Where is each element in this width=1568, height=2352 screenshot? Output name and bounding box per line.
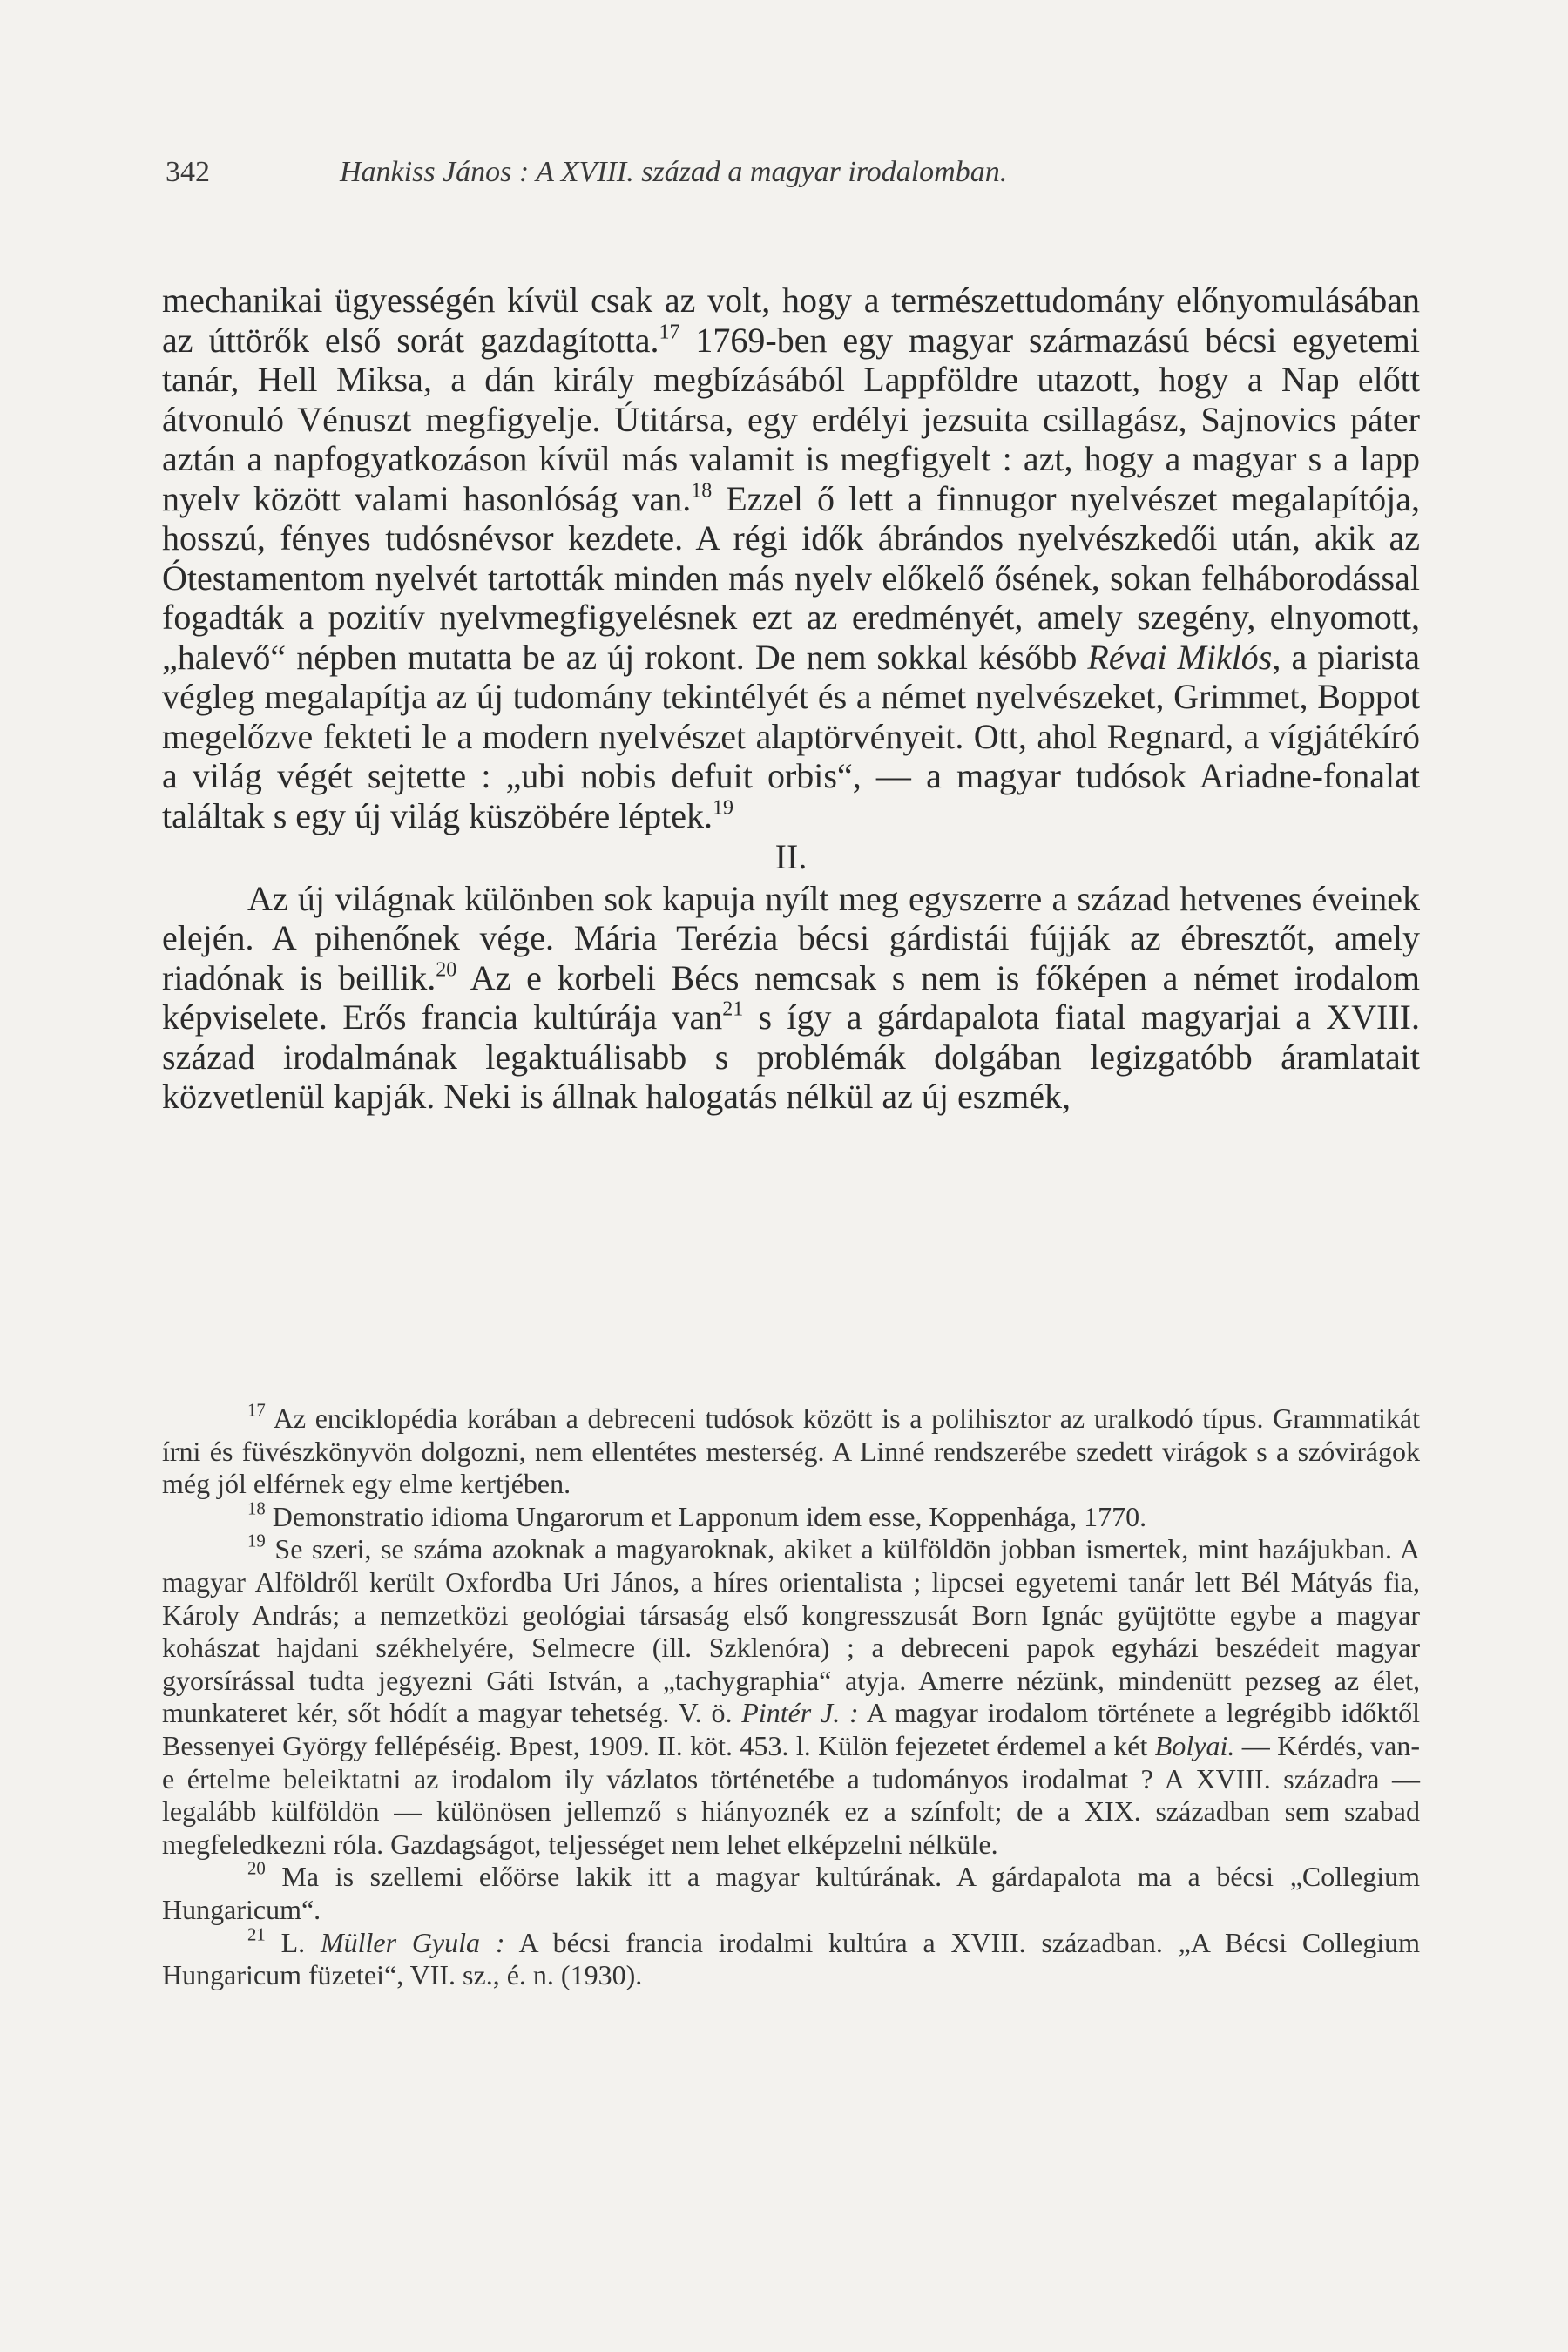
running-title: Hankiss János : A XVIII. század a magyar irodalomban.: [340, 156, 1008, 188]
footnote-ref-20: 20: [436, 957, 457, 981]
paragraph-2: [162, 879, 1420, 1117]
paragraph-1-part-d: , a piarista végleg megalapítja az új tudomány tekintélyét és a német nyelvészeket, Grimmet, Boppot megelőzve fekteti le a modern nyelvészet alaptörvényeit. Ott, ahol Regnard, a vígjátékíró a világ végét sejtette : „ubi nobis defuit orbis“, — a magyar tudósok Ariadne-fonalat találtak s egy új világ küszöbére léptek.: [162, 637, 1421, 835]
footnote-20-text: Ma is szellemi előörse lakik itt a magyar kultúrának. A gárdapalota ma a bécsi „Collegium Hungaricum“.: [162, 1861, 1420, 1925]
main-text: [162, 280, 1420, 1117]
revai-miklos-name: Révai Miklós: [1087, 637, 1273, 677]
footnote-21: [162, 1923, 1421, 1992]
footnote-21-part-a: L.: [265, 1926, 321, 1958]
footnote-17-number: 17: [247, 1400, 266, 1421]
footnote-18: [162, 1498, 1420, 1534]
paragraph-2-part-c: s így a gárdapalota fiatal magyarjai a XVIII. század irodalmának legaktuálisabb s problémák dolgában legizgatóbb áramlatait közvetlenül kapják. Neki is állnak halogatás nélkül az új eszmék,: [162, 997, 1420, 1116]
footnote-21-number: 21: [247, 1923, 266, 1944]
footnote-21-part-b: A bécsi francia irodalmi kultúra a XVIII. században. „A Bécsi Collegium Hungaricum füzetei“, VII. sz., é. n. (1930).: [162, 1926, 1421, 1991]
section-title: II.: [774, 837, 808, 876]
footnote-19: [162, 1533, 1420, 1861]
footnote-19-part-a: Se szeri, se száma azoknak a magyaroknak, akiket a külföldön jobban ismertek, mint hazájukban. A magyar Alföldről került Oxfordba Uri János, a híres orientalista ; lipcsei egyetemi tanár lett Bél Mátyás fia, Károly András; a nemzetközi geológiai társaság első kongresszusát Born Ignác gyüjtötte egybe a magyar kohászat hajdani székhelyére, Selmecre (ill. Szklenóra) ; a debreceni papok egyházi beszédeit magyar gyorsírással tudta jegyezni Gáti István, a „tachygraphia“ atyja. Amerre nézünk, mindenütt pezseg az élet, munkateret kér, sőt hódít a magyar tehetség. V. ö.: [162, 1533, 1420, 1729]
footnote-ref-17: 17: [659, 320, 680, 343]
footnote-20-number: 20: [247, 1858, 266, 1879]
footnotes: [162, 1402, 1420, 1992]
paragraph-2-part-a: Az új világnak különben sok kapuja nyílt meg egyszerre a század hetvenes éveinek elején. A pihenőnek vége. Mária Terézia bécsi gárdistái fújják az ébresztőt, amely riadónak is beillik.: [162, 878, 1420, 997]
paragraph-2-part-b: Az e korbeli Bécs nemcsak s nem is főképen a német irodalom képviselete. Erős francia kultúrája van: [162, 957, 1421, 1037]
running-header: [166, 155, 1420, 190]
footnote-17-text: Az enciklopédia korában a debreceni tudósok között is a polihisztor az uralkodó típus. Grammatikát írni és füvészkönyvön dolgozni, nem ellentétes mesterség. A Linné rendszerébe szedett virágok s a szóvirágok még jól elférnek egy elme kertjében.: [162, 1402, 1420, 1500]
footnote-19-part-b: A magyar irodalom története a legrégibb időktől Bessenyei György fellépéséig. Bpest, 1909. II. köt. 453. l. Külön fejezetet érdemel a két: [162, 1697, 1421, 1761]
footnote-ref-21: 21: [722, 997, 744, 1021]
footnote-19-bolyai: Bolyai.: [1154, 1729, 1235, 1761]
footnote-20: [162, 1858, 1420, 1926]
paragraph-1: [162, 280, 1420, 835]
footnote-21-author: Müller Gyula :: [320, 1926, 505, 1958]
footnote-ref-19: 19: [713, 795, 734, 819]
footnote-19-author: Pintér J. :: [741, 1697, 859, 1729]
footnote-18-text: Demonstratio idioma Ungarorum et Lapponum idem esse, Koppenhága, 1770.: [265, 1500, 1147, 1532]
page-number: 342: [166, 156, 210, 188]
footnote-19-number: 19: [247, 1531, 266, 1551]
footnote-17: [162, 1402, 1420, 1501]
paragraph-1-part-b: 1769-ben egy magyar származású bécsi egyetemi tanár, Hell Miksa, a dán király megbízásából Lappföldre utazott, hogy a Nap előtt átvonuló Vénuszt megfigyelje. Útitársa, egy erdélyi jezsuita csillagász, Sajnovics páter aztán a napfogyatkozáson kívül más valamit is megfigyelt : azt, hogy a magyar s a lapp nyelv között valami hasonlóság van.: [162, 320, 1420, 518]
footnote-18-number: 18: [247, 1498, 266, 1519]
paragraph-1-part-a: mechanikai ügyességén kívül csak az volt, hogy a természettudomány előnyomulásában az úttörők első sorát gazdagította.: [162, 280, 1420, 360]
footnote-19-part-c: — Kérdés, van-e értelme beleiktatni az irodalom ily vázlatos történetébe a tudományos irodalmat ? A XVIII. századra — legalább külföldön — különösen jellemző s hiányoznék ez a színfolt; de a XIX. században sem szabad megfeledkezni róla. Gazdagságot, teljességet nem lehet elképzelni nélküle.: [162, 1729, 1421, 1860]
paragraph-1-part-c: Ezzel ő lett a finnugor nyelvészet megalapítója, hosszú, fényes tudósnévsor kezdete. A régi idők ábrándos nyelvészkedői után, akik az Ótestamentom nyelvét tartották minden más nyelv előkelő ősének, sokan felháborodással fogadták a pozitív nyelvmegfigyelésnek ezt az eredményét, amely szegény, elnyomott, „halevő“ népben mutatta be az új rokont. De nem sokkal később: [162, 478, 1420, 677]
footnote-ref-18: 18: [691, 478, 713, 502]
